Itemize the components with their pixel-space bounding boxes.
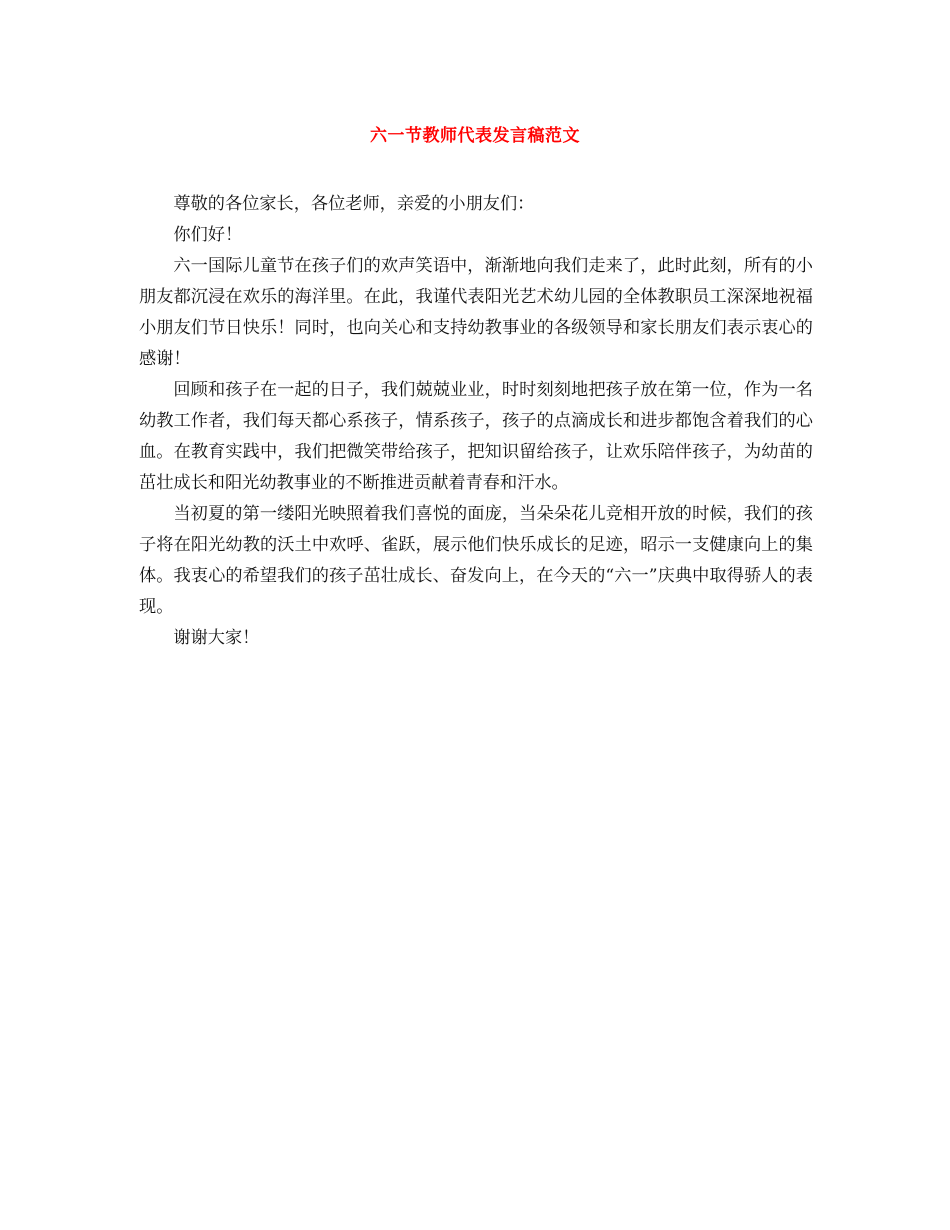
document-title: 六一节教师代表发言稿范文 — [370, 126, 580, 146]
body-paragraph-1: 六一国际儿童节在孩子们的欢声笑语中，渐渐地向我们走来了，此时此刻，所有的小朋友都沉浸在欢乐的海洋里。在此，我谨代表阳光艺术幼儿园的全体教职员工深深地祝福小朋友们节日快乐！同时，也向关心和支持幼教事业的各级领导和家长朋友们表示衷心的感谢！ — [139, 256, 813, 369]
salutation-paragraph: 尊敬的各位家长，各位老师，亲爱的小朋友们： — [173, 194, 535, 214]
document-body — [139, 189, 813, 654]
body-paragraph-2: 回顾和孩子在一起的日子，我们兢兢业业，时时刻刻地把孩子放在第一位，作为一名幼教工作者，我们每天都心系孩子，情系孩子，孩子的点滴成长和进步都饱含着我们的心血。在教育实践中，我们把微笑带给孩子，把知识留给孩子，让欢乐陪伴孩子，为幼苗的茁壮成长和阳光幼教事业的不断推进贡献着青春和汗水。 — [139, 380, 813, 493]
greeting-paragraph: 你们好！ — [173, 225, 243, 245]
closing-paragraph: 谢谢大家！ — [173, 628, 260, 648]
body-paragraph-3: 当初夏的第一缕阳光映照着我们喜悦的面庞，当朵朵花儿竞相开放的时候，我们的孩子将在阳光幼教的沃土中欢呼、雀跃，展示他们快乐成长的足迹，昭示一支健康向上的集体。我衷心的希望我们的孩子茁壮成长、奋发向上，在今天的“六一”庆典中取得骄人的表现。 — [139, 504, 813, 617]
